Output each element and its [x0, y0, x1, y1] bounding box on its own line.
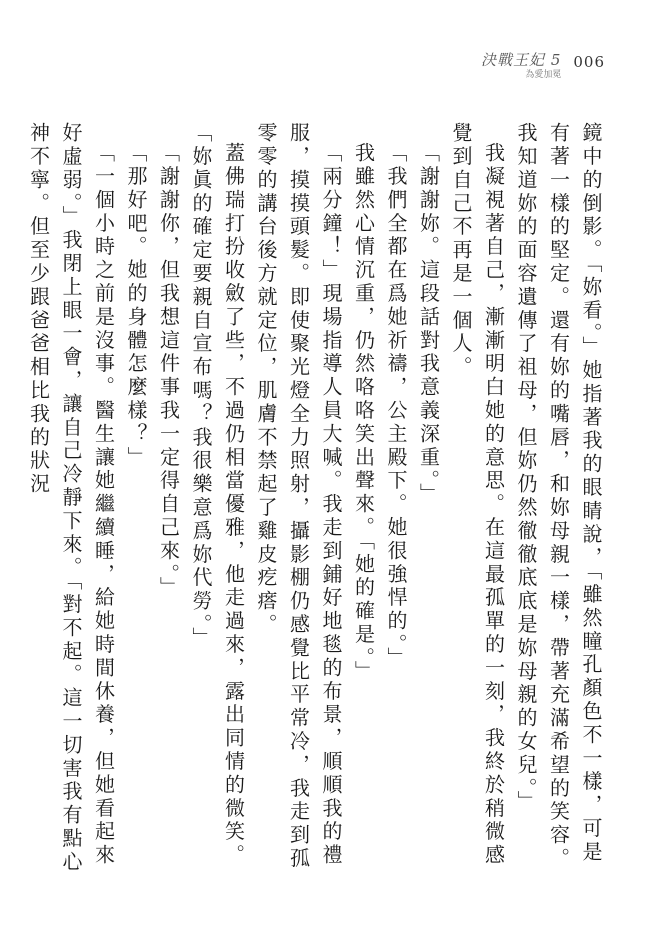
page-number: 006	[573, 53, 605, 71]
header-titles	[481, 52, 561, 80]
book-title: 決戰王妃 5	[481, 51, 562, 69]
paragraph: 「我們全都在爲她祈禱，公主殿下。她很強悍的。」	[384, 142, 408, 671]
paragraph: 「一個小時之前是沒事。醫生讓她繼續睡，給她時間休養，但她看起來好虛弱。」我閉上眼一會，讓自己冷靜下來。「對不起。這一切害我有點心神不寧。但至少跟爸爸相比我的狀況	[26, 122, 116, 875]
vertical-body-text	[26, 122, 607, 882]
running-header	[481, 52, 605, 80]
paragraph: 我雖然心情沉重，仍然咯咯笑出聲來。「她的確是。」	[351, 142, 376, 684]
paragraph: 「謝謝你，但我想這件事我一定得自己來。」	[156, 142, 181, 600]
paragraph: 蓋佛瑞打扮收斂了些，不過仍相當優雅，他走過來，露出同情的微笑。「妳眞的確定要親自宣布嗎？我很樂意爲妳代勞。」	[189, 122, 246, 868]
paragraph: 「兩分鐘！」現場指導人員大喊。我走到鋪好地毯的布景，順順我的禮服，摸摸頭髮。即使聚光燈全力照射，攝影棚仍感覺比平常冷，我走到孤零零的講台後方就定位，肌膚不禁起了雞皮疙瘩。	[254, 122, 343, 871]
paragraph: 「謝謝妳。這段話對我意義深重。」	[416, 142, 441, 507]
paragraph: 我凝視著自己，漸漸明白她的意思。在這最孤單的一刻，我終於稍微感覺到自己不再是一個人。	[449, 122, 506, 868]
book-subtitle: 為愛加冕	[525, 69, 562, 80]
paragraph: 鏡中的倒影。「妳看。」她指著我的眼睛說，「雖然瞳孔顏色不一樣，可是有著一樣的堅定。還有妳的嘴唇，和妳母親一樣，帶著充滿希望的笑容。我知道妳的面容遺傳了祖母，但妳仍然徹徹底底是妳母親的女兒。」	[514, 122, 603, 871]
paragraph: 「那好吧。她的身體怎麼樣？」	[124, 142, 148, 470]
